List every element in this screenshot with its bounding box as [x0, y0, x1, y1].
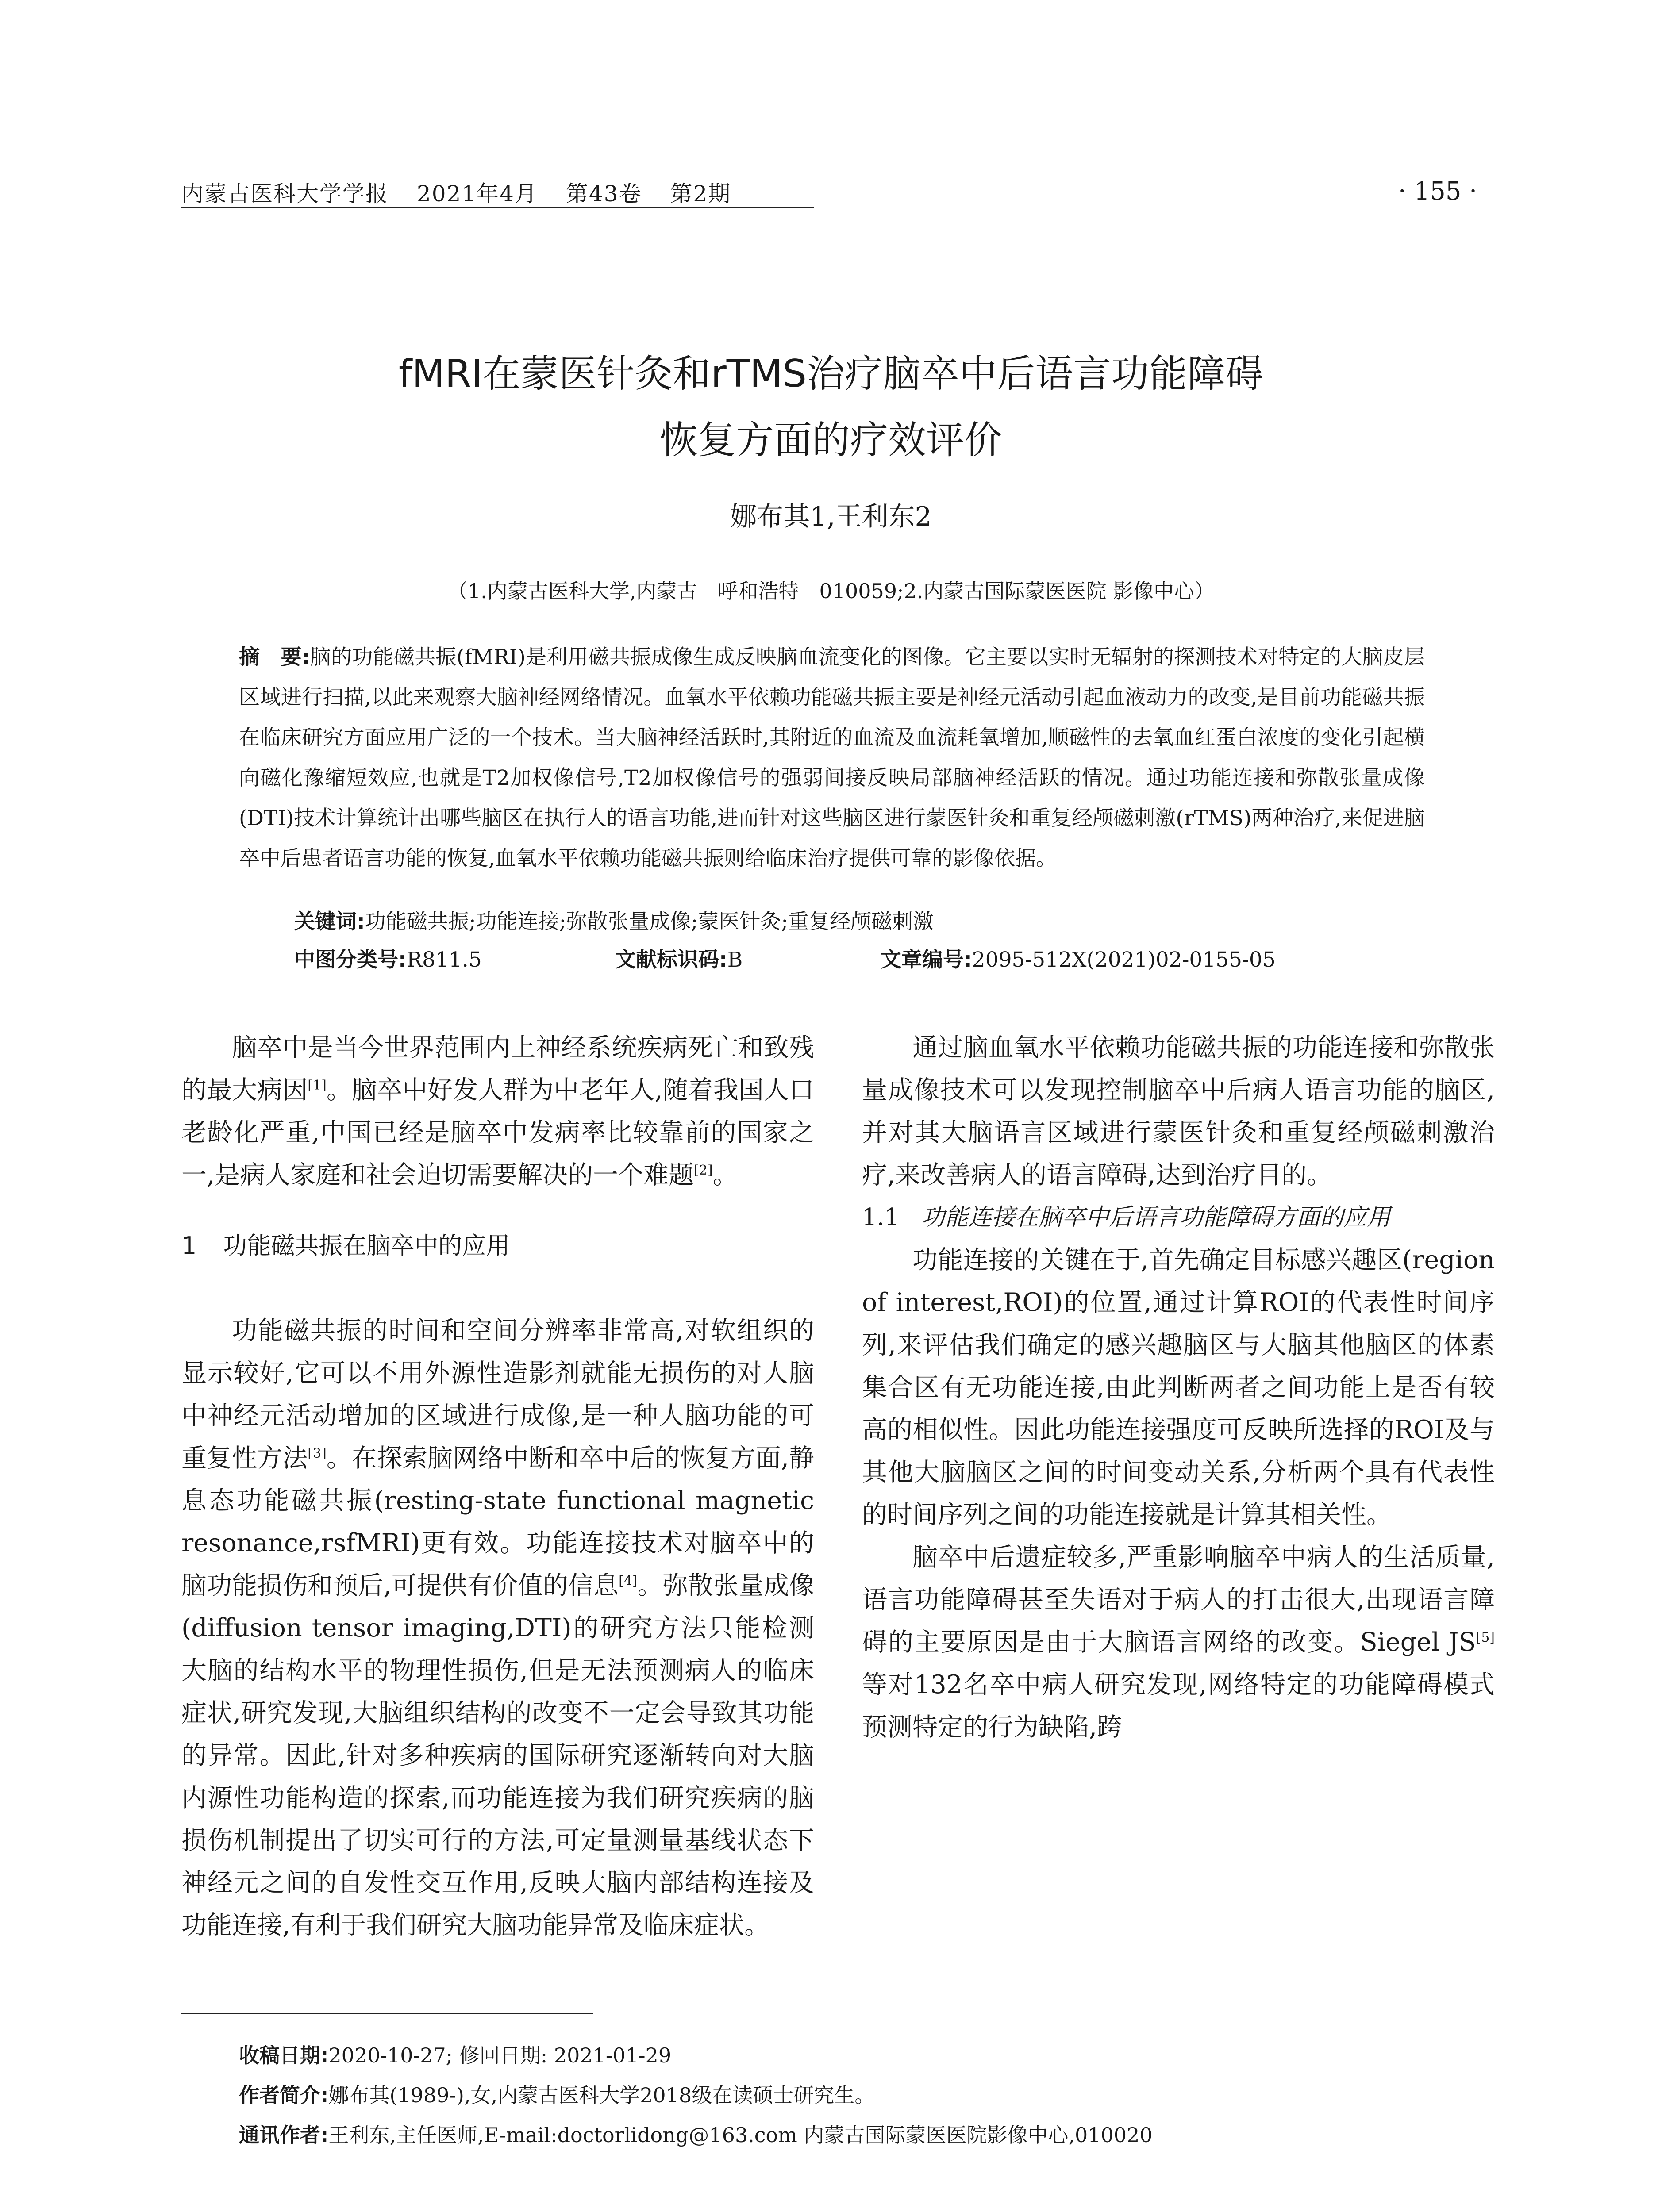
text-run: 。在探索脑网络中断和卒中后的恢复方面,静息态功能磁共振(resting-state functional magnetic resonance,rsfMRI)更有效。功能连接技术对脑卒中的脑功能损伤和预后,可提供有价值的信息	[181, 1444, 814, 1600]
abstract-label: 摘 要:	[239, 645, 310, 669]
title-line-1: fMRI在蒙医针灸和rTMS治疗脑卒中后语言功能障碍	[398, 352, 1264, 396]
citation-ref: [4]	[619, 1573, 638, 1589]
footnote-label: 通讯作者:	[239, 2123, 329, 2147]
article-number-label: 文章编号:	[881, 948, 972, 972]
page-number: · 155 ·	[1398, 177, 1477, 206]
footnote-text: 王利东,主任医师,E-mail:doctorlidong@163.com 内蒙古国际蒙医医院影像中心,010020	[328, 2123, 1153, 2147]
keywords	[294, 905, 1445, 935]
citation-ref: [1]	[308, 1078, 327, 1093]
citation-ref: [5]	[1476, 1630, 1495, 1645]
doc-code-label: 文献标识码:	[615, 948, 727, 972]
citation-ref: [3]	[308, 1446, 327, 1461]
footnote-label: 作者简介:	[239, 2083, 329, 2107]
footnote-label: 收稿日期:	[239, 2043, 329, 2067]
paragraph-method: 通过脑血氧水平依赖功能磁共振的功能连接和弥散张量成像技术可以发现控制脑卒中后病人语言功能的脑区,并对其大脑语言区域进行蒙医针灸和重复经颅磁刺激治疗,来改善病人的语言障碍,达到治疗目的。	[862, 1033, 1495, 1190]
doc-code-value: B	[727, 948, 743, 972]
section-heading-1-1	[862, 1196, 1495, 1239]
paragraph-fmri	[181, 1310, 814, 1947]
text-run: 。脑卒中好发人群为中老年人,随着我国人口老龄化严重,中国已经是脑卒中发病率比较靠前的国家之一,是病人家庭和社会迫切需要解决的一个难题	[181, 1075, 814, 1190]
text-run: 脑卒中是当今世界范围内上神经系统疾病死亡和致残的最大病因	[181, 1033, 814, 1105]
article-number	[881, 943, 1276, 973]
clc-label: 中图分类号:	[294, 948, 407, 972]
abstract-text: 脑的功能磁共振(fMRI)是利用磁共振成像生成反映脑血流变化的图像。它主要以实时无辐射的探测技术对特定的大脑皮层区域进行扫描,以此来观察大脑神经网络情况。血氧水平依赖功能磁共振主要是神经元活动引起血液动力的改变,是目前功能磁共振在临床研究方面应用广泛的一个技术。当大脑神经活跃时,其附近的血流及血流耗氧增加,顺磁性的去氧血红蛋白浓度的变化引起横向磁化豫缩短效应,也就是T2加权像信号,T2加权像信号的强弱间接反映局部脑神经活跃的情况。通过功能连接和弥散张量成像(DTI)技术计算统计出哪些脑区在执行人的语言功能,进而针对这些脑区进行蒙医针灸和重复经颅磁刺激(rTMS)两种治疗,来促进脑卒中后患者语言功能的恢复,血氧水平依赖功能磁共振则给临床治疗提供可靠的影像依据。	[239, 645, 1425, 871]
text-run: 。	[712, 1160, 738, 1190]
running-header	[181, 176, 751, 208]
title-line-2: 恢复方面的疗效评价	[660, 418, 1002, 462]
article-number-value: 2095-512X(2021)02-0155-05	[972, 948, 1276, 972]
paragraph-intro	[181, 1026, 814, 1196]
article-title	[0, 341, 1662, 473]
section-title: 功能连接在脑卒中后语言功能障碍方面的应用	[921, 1204, 1391, 1231]
text-run: 等对132名卒中病人研究发现,网络特定的功能障碍模式预测特定的行为缺陷,跨	[862, 1670, 1495, 1742]
section-heading-1	[181, 1225, 814, 1267]
footnote-author	[239, 2079, 875, 2108]
abstract	[239, 637, 1425, 879]
text-run: 脑卒中后遗症较多,严重影响脑卒中病人的生活质量,语言功能障碍甚至失语对于病人的打击很大,出现语言障碍的主要原因是由于大脑语言网络的改变。Siegel JS	[862, 1543, 1495, 1657]
clc-value: R811.5	[406, 948, 482, 972]
footnote-text: 2020-10-27; 修回日期: 2021-01-29	[328, 2043, 672, 2067]
footnote-rule	[181, 2013, 593, 2014]
issue: 第2期	[670, 181, 731, 207]
authors: 娜布其1,王利东2	[730, 501, 932, 532]
journal-name: 内蒙古医科大学学报	[181, 181, 389, 207]
body-column-left	[181, 1026, 814, 1947]
section-number: 1.1	[862, 1204, 900, 1231]
keywords-label: 关键词:	[294, 910, 365, 934]
affiliation: （1.内蒙古医科大学,内蒙古 呼和浩特 010059;2.内蒙古国际蒙医医院 影像中心）	[447, 579, 1215, 603]
text-run: 。弥散张量成像(diffusion tensor imaging,DTI)的研究方法只能检测大脑的结构水平的物理性损伤,但是无法预测病人的临床症状,研究发现,大脑组织结构的改变不一定会导致其功能的异常。因此,针对多种疾病的国际研究逐渐转向对大脑内源性功能构造的探索,而功能连接为我们研究疾病的脑损伤机制提出了切实可行的方法,可定量测量基线状态下神经元之间的自发性交互作用,反映大脑内部结构连接及功能连接,有利于我们研究大脑功能异常及临床症状。	[181, 1571, 814, 1940]
footnote-dates	[239, 2039, 671, 2069]
header-rule	[181, 207, 814, 208]
footnote-corresponding	[239, 2119, 1153, 2148]
paragraph-connectivity: 功能连接的关键在于,首先确定目标感兴趣区(region of interest,ROI)的位置,通过计算ROI的代表性时间序列,来评估我们确定的感兴趣脑区与大脑其他脑区的体素集合区有无功能连接,由此判断两者之间功能上是否有较高的相似性。因此功能连接强度可反映所选择的ROI及与其他大脑脑区之间的时间变动关系,分析两个具有代表性的时间序列之间的功能连接就是计算其相关性。	[862, 1245, 1495, 1529]
issue-date: 2021年4月	[416, 181, 538, 207]
section-number: 1	[181, 1232, 197, 1260]
section-title: 功能磁共振在脑卒中的应用	[223, 1232, 510, 1260]
clc-number	[294, 943, 482, 973]
text-run: 功能磁共振的时间和空间分辨率非常高,对软组织的显示较好,它可以不用外源性造影剂就能无损伤的对人脑中神经元活动增加的区域进行成像,是一种人脑功能的可重复性方法	[181, 1316, 814, 1473]
citation-ref: [2]	[694, 1163, 713, 1178]
paragraph-sequelae	[862, 1536, 1495, 1748]
volume: 第43卷	[566, 181, 642, 207]
document-code	[615, 943, 743, 973]
footnote-text: 娜布其(1989-),女,内蒙古医科大学2018级在读硕士研究生。	[328, 2083, 875, 2107]
keywords-text: 功能磁共振;功能连接;弥散张量成像;蒙医针灸;重复经颅磁刺激	[365, 910, 934, 934]
body-column-right	[862, 1026, 1495, 1748]
